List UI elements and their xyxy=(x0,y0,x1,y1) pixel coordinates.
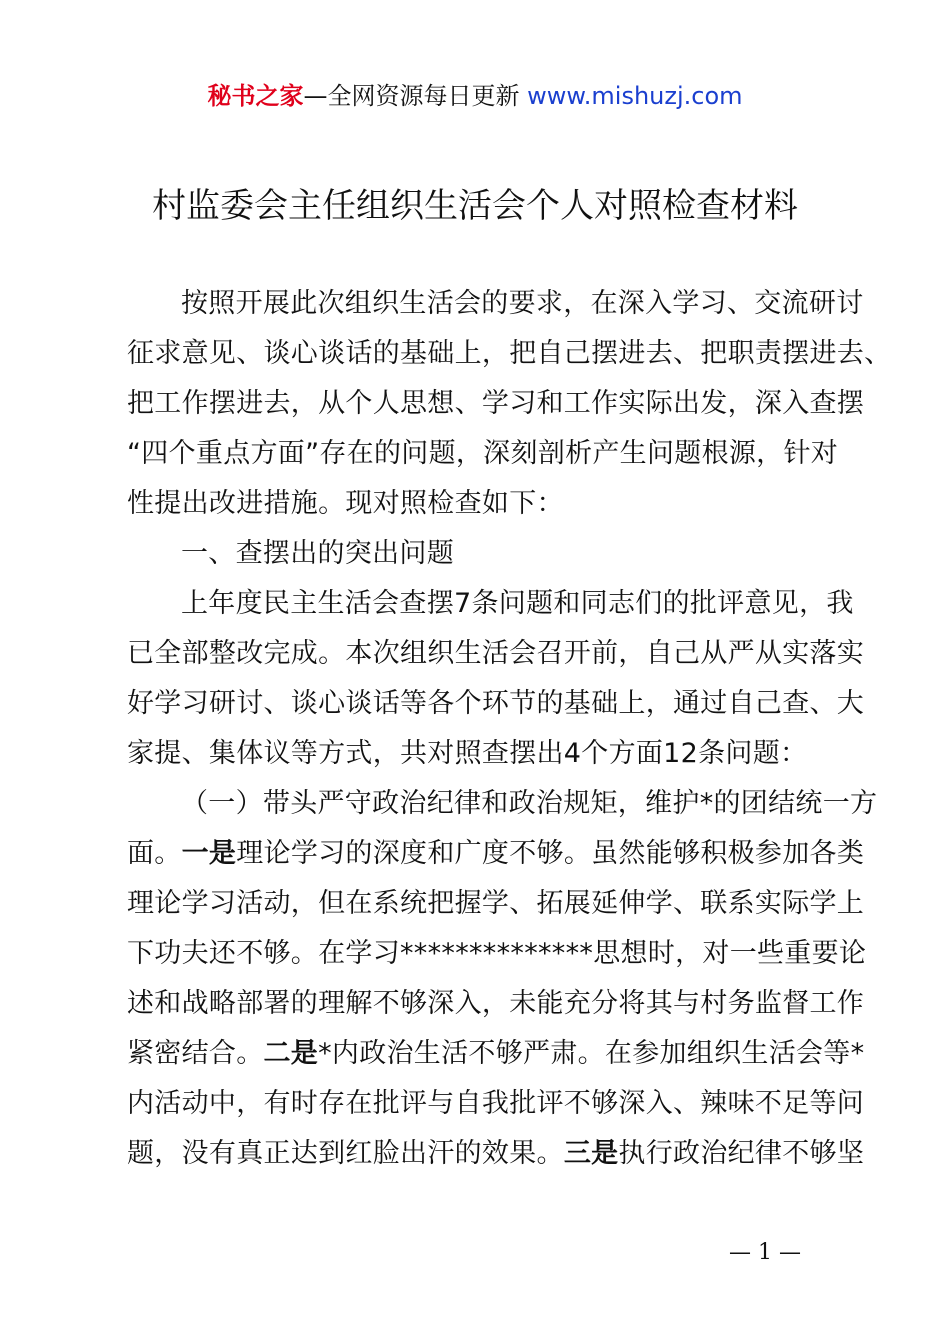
site-brand: 秘书之家 xyxy=(207,82,304,110)
bold-marker: 二是 xyxy=(263,1038,319,1069)
text-line xyxy=(127,336,892,386)
text-line xyxy=(127,436,839,486)
text-line xyxy=(127,586,854,636)
text-line xyxy=(127,536,833,586)
text-segment: 题，没有真正达到红脸出汗的效果。 xyxy=(127,1138,564,1169)
text-segment: 家提、集体议等方式，共对照查摆出4个方面12条问题： xyxy=(127,738,808,769)
site-url-link[interactable]: www.mishuzj.com xyxy=(527,82,743,110)
text-segment: 理论学习活动，但在系统把握学、拓展延伸学、联系实际学上 xyxy=(127,888,865,919)
text-segment: 好学习研讨、谈心谈话等各个环节的基础上，通过自己查、大 xyxy=(127,688,865,719)
text-segment: 述和战略部署的理解不够深入，未能充分将其与村务监督工作 xyxy=(127,988,865,1019)
text-segment: 按照开展此次组织生活会的要求，在深入学习、交流研讨 xyxy=(181,288,864,319)
site-tagline: —全网资源每日更新 xyxy=(303,82,520,110)
text-line xyxy=(127,486,833,536)
text-line xyxy=(127,386,865,436)
text-segment: 内活动中，有时存在批评与自我批评不够深入、辣味不足等问 xyxy=(127,1088,865,1119)
text-segment: 紧密结合。 xyxy=(127,1038,264,1069)
page-number: — 1 — xyxy=(729,1240,801,1265)
text-segment: 理论学习的深度和广度不够。虽然能够积极参加各类 xyxy=(236,838,865,869)
bold-marker: 三是 xyxy=(563,1138,619,1169)
text-segment: （一）带头严守政治纪律和政治规矩，维护*的团结统一方 xyxy=(181,788,878,819)
text-segment: 执行政治纪律不够坚 xyxy=(618,1138,865,1169)
text-segment: 征求意见、谈心谈话的基础上，把自己摆进去、把职责摆进去、 xyxy=(127,338,892,369)
text-line xyxy=(127,1086,865,1136)
text-line xyxy=(127,1136,865,1186)
text-segment: 把工作摆进去，从个人思想、学习和工作实际出发，深入查摆 xyxy=(127,388,865,419)
text-line xyxy=(127,736,833,786)
text-line xyxy=(127,636,865,686)
text-line xyxy=(127,836,865,886)
text-segment: 性提出改进措施。现对照检查如下： xyxy=(127,488,564,519)
document-body xyxy=(127,286,892,1186)
text-segment: 上年度民主生活会查摆7条问题和同志们的批评意见，我 xyxy=(181,588,854,619)
text-line xyxy=(127,1036,865,1086)
text-segment: “四个重点方面”存在的问题，深刻剖析产生问题根源，针对 xyxy=(127,438,839,469)
text-segment: 面。 xyxy=(127,838,182,869)
site-header xyxy=(0,80,950,112)
text-line xyxy=(127,936,867,986)
text-segment: *内政治生活不够严肃。在参加组织生活会等* xyxy=(318,1038,865,1069)
text-segment: 已全部整改完成。本次组织生活会召开前，自己从严从实落实 xyxy=(127,638,865,669)
document-title: 村监委会主任组织生活会个人对照检查材料 xyxy=(152,186,798,226)
text-line xyxy=(127,786,878,836)
text-segment: 下功夫还不够。在学习**************思想时，对一些重要论 xyxy=(127,938,867,969)
text-line xyxy=(127,686,865,736)
text-line xyxy=(127,886,865,936)
bold-marker: 一是 xyxy=(181,838,237,869)
text-line xyxy=(127,986,865,1036)
text-segment: 一、查摆出的突出问题 xyxy=(181,538,454,569)
text-line xyxy=(127,286,864,336)
